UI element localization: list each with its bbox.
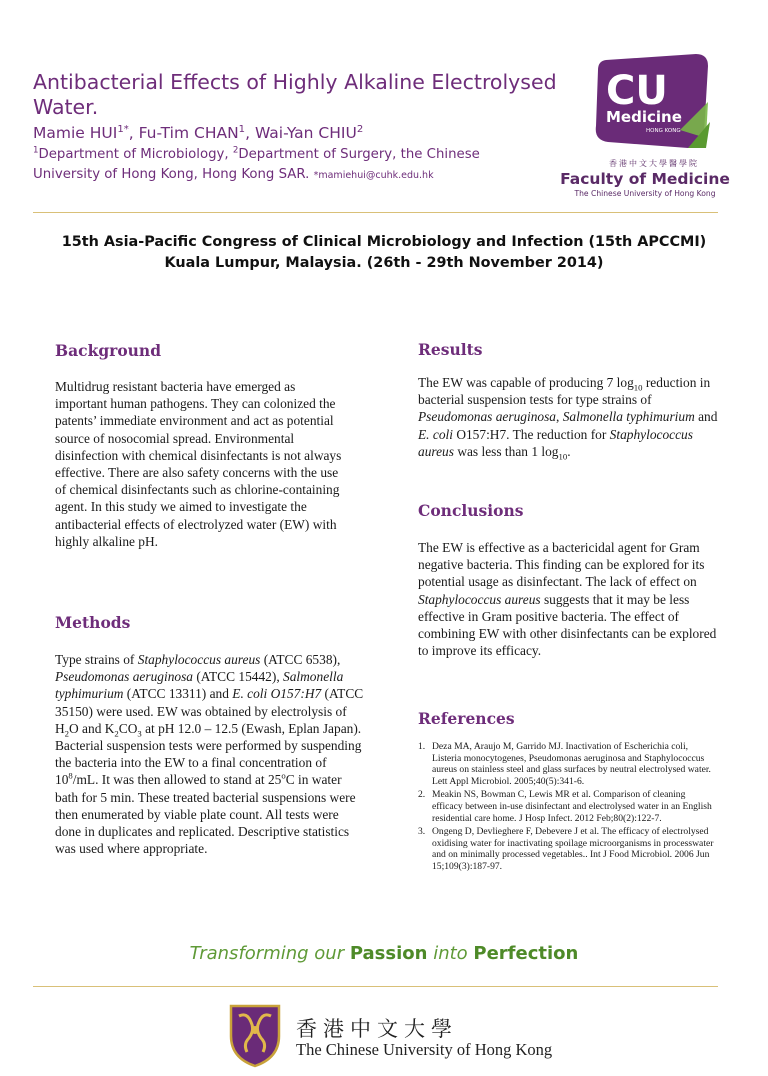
text-run: (ATCC 6538), <box>260 652 341 667</box>
author-separator: , <box>128 124 139 142</box>
text-run: . <box>567 443 571 459</box>
text-run: CO <box>118 720 138 736</box>
text-run: reduction in bacterial suspension tests for type strains of <box>418 375 711 408</box>
author-separator: , <box>245 124 255 142</box>
conference-name: 15th Asia-Pacific Congress of Clinical Microbiology and Infection (15th APCCMI) <box>61 234 707 250</box>
slogan-emphasis: Passion <box>349 943 428 964</box>
text-run: The EW is effective as a bactericidal agent for Gram negative bacteria. This finding can be explored for its potential usage as disinfectant. The lack of effect on <box>418 540 705 590</box>
text-run: and <box>694 409 718 425</box>
species-name: Staphylococcus aureus <box>418 591 541 607</box>
species-name: Salmonella typhimurium <box>55 669 344 702</box>
faculty-university: The Chinese University of Hong Kong <box>574 189 716 198</box>
text-run: (ATCC 13311) and <box>123 686 233 702</box>
poster-title: Antibacterial Effects of Highly Alkaline Electrolysed Water. <box>33 70 557 119</box>
reference-text: Ongeng D, Devlieghere F, Debevere J et al. The efficacy of electrolysed oxidising water for inactivating spoilage microorganisms in processwater and on minimally processed vegetables.. Int J Food Microbiol. 2006 Jun 15;109(3):187-97. <box>432 826 714 872</box>
contact-email[interactable]: *mamiehui@cuhk.edu.hk <box>313 170 434 181</box>
text-run: C in water bath for 5 min. These treated bacterial suspensions were then enumerated by viable plate count. All tests were done in duplicates and replicated. Descriptive statistics was used where appropriate. <box>55 772 356 857</box>
references-heading: References <box>418 709 515 728</box>
cu-medicine-logo-icon <box>592 52 710 152</box>
affiliation-mark: 2 <box>232 145 239 156</box>
text-run: O and K <box>69 720 115 736</box>
conference-location-date: Kuala Lumpur, Malaysia. (26th - 29th November 2014) <box>164 255 604 271</box>
subscript: 10 <box>558 451 568 462</box>
subscript: 2 <box>114 728 119 739</box>
footer-divider <box>33 986 718 987</box>
species-name: E. coli <box>418 426 453 442</box>
reference-text: Deza MA, Araujo M, Garrido MJ. Inactivation of Escherichia coli, Listeria monocytogenes, Pseudomonas aeruginosa and Staphylococcus aureus on stainless steel and glass surfaces by neutral electrolysed water. Lett Appl Microbiol. 2005;40(5):341-6. <box>432 741 711 787</box>
text-run: /mL. It was then allowed to stand at 25 <box>72 772 282 788</box>
author-name: Fu-Tim CHAN <box>138 124 239 142</box>
reference-number: 2. <box>418 789 426 801</box>
reference-item <box>418 741 716 787</box>
results-heading: Results <box>418 340 483 359</box>
reference-number: 1. <box>418 741 426 752</box>
faculty-name: Faculty of Medicine <box>560 170 730 188</box>
background-text: Multidrug resistant bacteria have emerged as important human pathogens. They can colonized the patents’ immediate environment and act as potential source of nosocomial spread. Environmental disinfection with chemical disinfectants is not always effective. There are also safety concerns with the use of chemical disinfectants such as chlorine-containing agent. In this study we aimed to investigate the antibacterial effects of electrolyzed water (EW) with highly alkaline pH. <box>55 379 342 549</box>
reference-item <box>418 789 716 824</box>
species-name: Staphylococcus aureus <box>418 426 693 459</box>
reference-item <box>418 826 716 872</box>
reference-list <box>418 741 716 875</box>
text-run: O157:H7. The reduction for <box>452 426 610 442</box>
affiliation-microbiology: Department of Microbiology, <box>38 147 233 162</box>
logo-hong-kong-text: HONG KONG <box>646 128 681 134</box>
text-run: was less than 1 log <box>453 443 559 459</box>
conclusions-heading: Conclusions <box>418 501 524 520</box>
methods-heading: Methods <box>55 613 131 632</box>
author-affiliation-mark: 2 <box>356 123 364 135</box>
author-affiliation-mark: 1 <box>238 123 246 135</box>
subscript: 3 <box>137 728 142 739</box>
text-run: Type strains of <box>55 652 138 667</box>
slogan-text: into <box>427 943 474 964</box>
text-run: suggests that it may be less effective in Gram positive bacteria. The effect of combining EW with other disinfectants can be explored to improve its efficacy. <box>418 591 717 659</box>
superscript: 8 <box>68 770 73 781</box>
slogan-text: Transforming our <box>189 943 350 964</box>
text-run: at pH 12.0 – 12.5 (Ewash, Eplan Japan). Bacterial suspension tests were performed by suspending the bacteria into the EW to a final concentration of 10 <box>55 720 362 788</box>
text-run: (ATCC 15442), <box>193 669 284 685</box>
reference-number: 3. <box>418 826 426 838</box>
logo-cu-text: CU <box>606 68 668 114</box>
slogan <box>0 943 768 964</box>
background-heading: Background <box>55 341 162 360</box>
species-name: Pseudomonas aeruginosa <box>55 669 193 685</box>
author-name: Mamie HUI <box>33 124 118 142</box>
reference-text: Meakin NS, Bowman C, Lewis MR et al. Comparison of cleaning efficacy between in-use disinfectant and electrolysed water in an English residential care home. J Hosp Infect. 2012 Feb;80(2):122-7. <box>432 789 712 824</box>
university-name: The Chinese University of Hong Kong <box>296 1040 553 1059</box>
text-run: (ATCC 35150) were used. EW was obtained by electrolysis of H <box>55 686 364 736</box>
subscript: 2 <box>64 728 70 739</box>
results-text <box>418 374 720 460</box>
author-name: Wai-Yan CHIU <box>254 124 357 142</box>
superscript: o <box>281 770 286 781</box>
slogan-emphasis: Perfection <box>473 943 579 964</box>
faculty-name-chinese: 香港中文大學醫學院 <box>609 159 699 168</box>
species-name: Pseudomonas aeruginosa <box>418 409 556 425</box>
subscript: 10 <box>633 382 643 393</box>
text-run: The EW was capable of producing 7 log <box>418 375 634 390</box>
affiliations <box>33 145 533 186</box>
author-list <box>33 124 573 142</box>
affiliation-surgery: Department of Surgery, the Chinese University of Hong Kong, Hong Kong SAR. <box>33 147 480 182</box>
species-name: Salmonella typhimurium <box>562 409 695 425</box>
header-divider <box>33 212 718 213</box>
methods-text <box>55 651 365 857</box>
cuhk-crest-icon <box>225 1002 285 1068</box>
text-run: , <box>556 409 563 425</box>
species-name: Staphylococcus aureus <box>137 652 261 667</box>
logo-medicine-text: Medicine <box>606 108 682 126</box>
university-name-chinese: 香港中文大學 <box>296 1017 458 1041</box>
author-affiliation-mark: 1* <box>117 123 129 135</box>
affiliation-mark: 1 <box>33 145 39 156</box>
conclusions-text <box>418 539 720 659</box>
species-name: E. coli O157:H7 <box>232 686 322 702</box>
